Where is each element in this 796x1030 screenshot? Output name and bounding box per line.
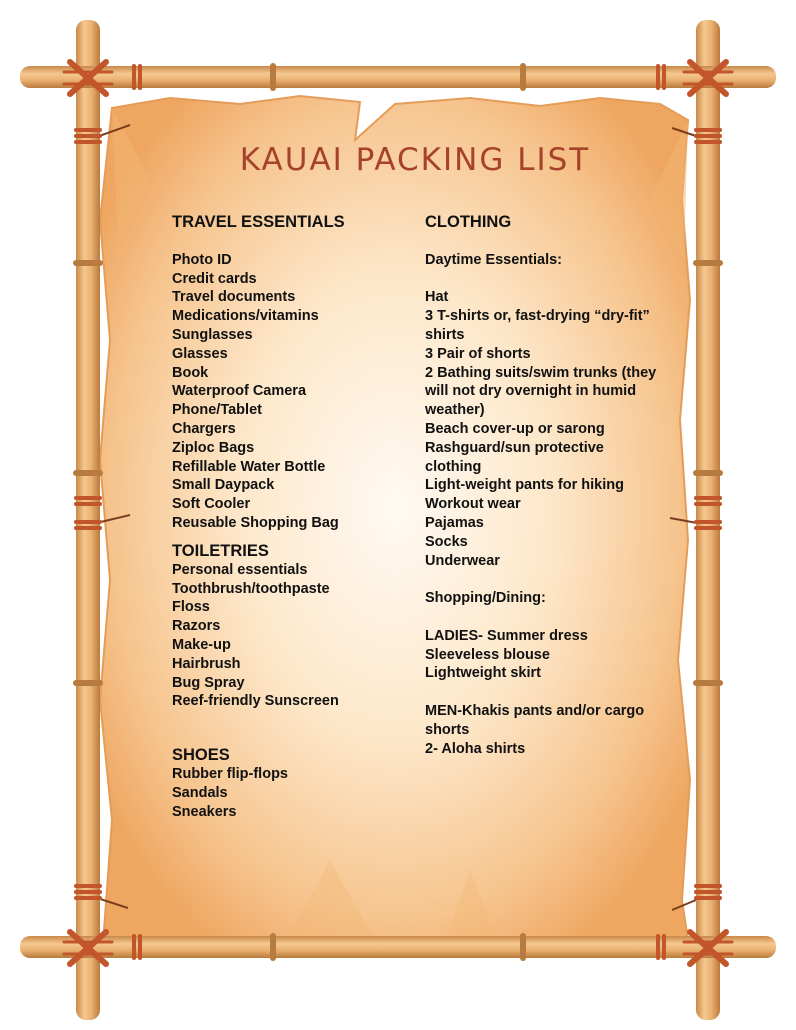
- list-item: Chargers: [172, 420, 236, 437]
- list-item: MEN-Khakis pants and/or cargo shorts: [425, 702, 649, 738]
- list-item: Sandals: [172, 784, 228, 801]
- travel-essentials-heading: TRAVEL ESSENTIALS: [172, 213, 345, 231]
- list-item: Make-up: [172, 636, 231, 653]
- list-item: Sunglasses: [172, 326, 253, 343]
- list-item: Beach cover-up or sarong: [425, 420, 605, 437]
- toiletries-heading: TOILETRIES: [172, 541, 269, 560]
- clothing-heading: CLOTHING: [425, 213, 512, 231]
- list-item: LADIES- Summer dress: [425, 627, 588, 644]
- list-item: Socks: [425, 533, 468, 550]
- list-item: Book: [172, 364, 209, 381]
- list-item: Rashguard/sun protective clothing: [425, 439, 608, 475]
- shoes-heading: SHOES: [172, 746, 230, 765]
- shoes-list: [172, 765, 407, 821]
- list-item: Medications/vitamins: [172, 308, 319, 325]
- list-item: Sleeveless blouse: [425, 646, 550, 663]
- list-item: 2 Bathing suits/swim trunks (they will not dry overnight in humid weather): [425, 364, 661, 419]
- list-item: Photo ID: [172, 251, 232, 268]
- list-item: Reef-friendly Sunscreen: [172, 693, 339, 710]
- list-item: Pajamas: [425, 514, 484, 531]
- list-item: Underwear: [425, 552, 500, 569]
- list-item: 3 T-shirts or, fast-drying “dry-fit” shirts: [425, 308, 654, 343]
- list-item: Glasses: [172, 345, 228, 362]
- list-item: Light-weight pants for hiking: [425, 477, 624, 494]
- toiletries-list: [172, 561, 407, 711]
- list-item: Bug Spray: [172, 674, 245, 691]
- list-item: Workout wear: [425, 496, 521, 513]
- men-list: [425, 702, 660, 758]
- list-item: Razors: [172, 618, 221, 635]
- list-item: Hat: [425, 289, 449, 306]
- page-title: KAUAI PACKING LIST: [239, 142, 591, 178]
- list-item: Small Daypack: [172, 477, 275, 494]
- list-item: Refillable Water Bottle: [172, 458, 326, 475]
- left-column: [172, 212, 407, 822]
- daytime-essentials-list: [425, 288, 660, 570]
- list-item: Credit cards: [172, 270, 257, 287]
- list-item: Ziploc Bags: [172, 439, 255, 456]
- list-item: Lightweight skirt: [425, 665, 541, 682]
- ladies-list: [425, 627, 660, 683]
- list-item: Travel documents: [172, 289, 296, 306]
- daytime-essentials-heading: Daytime Essentials:: [425, 251, 563, 268]
- shopping-dining-heading: Shopping/Dining:: [425, 590, 546, 607]
- list-item: Hairbrush: [172, 655, 241, 672]
- list-item: Toothbrush/toothpaste: [172, 580, 330, 597]
- list-item: Floss: [172, 599, 210, 616]
- list-item: 2- Aloha shirts: [425, 740, 526, 757]
- list-item: Waterproof Camera: [172, 383, 307, 400]
- list-item: Soft Cooler: [172, 496, 251, 513]
- list-item: 3 Pair of shorts: [425, 345, 531, 362]
- travel-essentials-list: [172, 251, 407, 533]
- list-item: Phone/Tablet: [172, 402, 262, 419]
- list-item: Sneakers: [172, 803, 237, 820]
- list-item: Personal essentials: [172, 561, 308, 578]
- right-column: [425, 212, 660, 758]
- list-item: Reusable Shopping Bag: [172, 514, 339, 531]
- list-item: Rubber flip-flops: [172, 766, 288, 783]
